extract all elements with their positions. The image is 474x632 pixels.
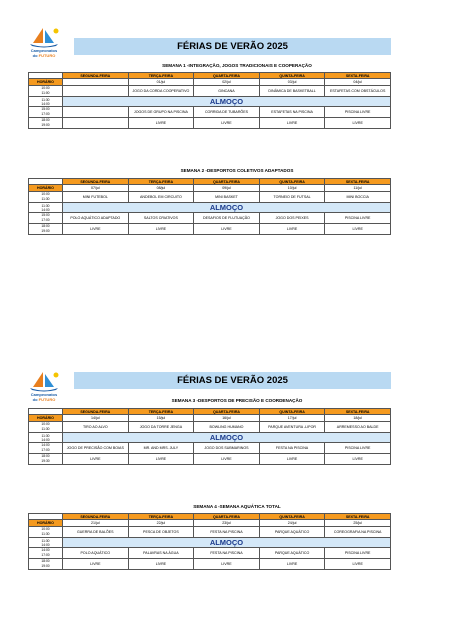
day-header: SEXTA-FEIRA bbox=[325, 409, 391, 415]
page-title: FÉRIAS DE VERÃO 2025 bbox=[74, 38, 391, 55]
activity-cell: LIVRE bbox=[194, 454, 260, 465]
activity-cell: DINÂMICA DE BASKETBALL bbox=[259, 86, 325, 97]
time-end: 14:00 bbox=[41, 101, 50, 106]
time-end: 14:00 bbox=[41, 207, 50, 212]
activity-cell: POLO AQUÁTICO ADAPTADO bbox=[63, 213, 129, 224]
time-start: 18:00 bbox=[41, 559, 50, 563]
day-header: SEXTA-FEIRA bbox=[325, 179, 391, 185]
date-cell: 18/jul bbox=[325, 415, 391, 422]
date-cell: 04/jul bbox=[325, 79, 391, 86]
day-header: QUINTA-FEIRA bbox=[259, 409, 325, 415]
activity-cell: LIVRE bbox=[128, 454, 194, 465]
activity-cell: MINI FUTEBOL bbox=[63, 192, 129, 203]
activity-cell bbox=[63, 118, 129, 129]
activity-cell: LIVRE bbox=[259, 118, 325, 129]
activity-cell bbox=[63, 86, 129, 97]
time-slot bbox=[29, 203, 63, 213]
horario-header: HORÁRIO bbox=[29, 415, 63, 422]
time-slot bbox=[29, 213, 63, 224]
page-title: FÉRIAS DE VERÃO 2025 bbox=[74, 372, 391, 389]
schedule-table bbox=[28, 513, 391, 570]
activity-cell: JOGO DE PRECISÃO COM BOIAS bbox=[63, 443, 129, 454]
schedule-table bbox=[28, 72, 391, 129]
activity-cell: LIVRE bbox=[325, 559, 391, 570]
activity-cell: DESAFIOS DE FLUTUAÇÃO bbox=[194, 213, 260, 224]
time-end: 19:30 bbox=[41, 459, 50, 463]
activity-cell: BOWLING HUMANO bbox=[194, 422, 260, 433]
schedule-table bbox=[28, 408, 391, 465]
activity-cell: JOGO DA CORDA COOPERATIVO bbox=[128, 86, 194, 97]
lunch-cell: ALMOÇO bbox=[63, 97, 391, 107]
time-slot bbox=[29, 527, 63, 538]
date-cell: 03/jul bbox=[259, 79, 325, 86]
time-end: 17:00 bbox=[41, 218, 50, 222]
time-start: 11:30 bbox=[41, 433, 50, 438]
logo-text: Campeonatos bbox=[30, 392, 58, 397]
day-header: TERÇA-FEIRA bbox=[128, 514, 194, 520]
time-slot bbox=[29, 443, 63, 454]
time-slot bbox=[29, 86, 63, 97]
time-end: 19:00 bbox=[41, 229, 50, 233]
activity-cell: PISCINA LIVRE bbox=[325, 213, 391, 224]
logo: Campeonatos do FUTURO bbox=[20, 26, 68, 60]
activity-cell: LIVRE bbox=[259, 559, 325, 570]
activity-cell: MINI BASKET bbox=[194, 192, 260, 203]
activity-cell: GINCANA bbox=[194, 86, 260, 97]
time-end: 11:30 bbox=[41, 197, 50, 201]
activity-cell: PISCINA LIVRE bbox=[325, 548, 391, 559]
day-header: SEGUNDA-FEIRA bbox=[63, 514, 129, 520]
activity-cell: GUERRA DE BALÕES bbox=[63, 527, 129, 538]
date-cell: 15/jul bbox=[128, 415, 194, 422]
day-header: SEXTA-FEIRA bbox=[325, 73, 391, 79]
date-cell: 09/jul bbox=[194, 185, 260, 192]
date-cell: 08/jul bbox=[128, 185, 194, 192]
activity-cell: PISCINA LIVRE bbox=[325, 107, 391, 118]
date-cell: 11/jul bbox=[325, 185, 391, 192]
time-end: 11:30 bbox=[41, 532, 50, 536]
day-header: QUINTA-FEIRA bbox=[259, 73, 325, 79]
time-start: 10:00 bbox=[41, 422, 50, 426]
time-start: 10:00 bbox=[41, 86, 50, 90]
horario-header: HORÁRIO bbox=[29, 520, 63, 527]
day-header: SEXTA-FEIRA bbox=[325, 514, 391, 520]
time-start: 11:30 bbox=[41, 97, 50, 102]
activity-cell: PESCA DE OBJETOS bbox=[128, 527, 194, 538]
logo-text-accent: FUTURO bbox=[38, 53, 56, 58]
activity-cell: COREOGRAFIA NA PISCINA bbox=[325, 527, 391, 538]
time-start: 14:00 bbox=[41, 548, 50, 552]
week-title: SEMANA 4 -SEMANA AQUÁTICA TOTAL bbox=[193, 504, 281, 509]
time-start: 10:00 bbox=[41, 192, 50, 196]
day-header: QUARTA-FEIRA bbox=[194, 514, 260, 520]
activity-cell: POLO AQUÁTICO bbox=[63, 548, 129, 559]
activity-cell: FESTA NA PISCINA bbox=[259, 443, 325, 454]
time-slot bbox=[29, 118, 63, 129]
activity-cell: LIVRE bbox=[194, 559, 260, 570]
activity-cell: MINI BOCCIA bbox=[325, 192, 391, 203]
horario-header: HORÁRIO bbox=[29, 79, 63, 86]
time-start: 11:30 bbox=[41, 203, 50, 208]
activity-cell: PARQUE AQUÁTICO bbox=[259, 548, 325, 559]
time-end: 11:00 bbox=[41, 91, 50, 95]
activity-cell: TORNEIO DE FUTSAL bbox=[259, 192, 325, 203]
activity-cell: ARREMESSO AO BALDE bbox=[325, 422, 391, 433]
activity-cell: ESTAFETAS COM OBSTÁCULOS bbox=[325, 86, 391, 97]
date-cell: 10/jul bbox=[259, 185, 325, 192]
logo-text-accent: FUTURO bbox=[38, 397, 56, 402]
time-end: 17:00 bbox=[41, 112, 50, 116]
lunch-cell: ALMOÇO bbox=[63, 538, 391, 548]
time-start: 18:00 bbox=[41, 118, 50, 122]
date-cell: 07/jul bbox=[63, 185, 129, 192]
activity-cell: LIVRE bbox=[63, 224, 129, 235]
day-header: QUINTA-FEIRA bbox=[259, 514, 325, 520]
activity-cell: LIVRE bbox=[128, 559, 194, 570]
day-header: SEGUNDA-FEIRA bbox=[63, 409, 129, 415]
time-slot bbox=[29, 454, 63, 465]
time-start: 18:00 bbox=[41, 224, 50, 228]
activity-cell: LIVRE bbox=[128, 118, 194, 129]
date-cell: 16/jul bbox=[194, 415, 260, 422]
day-header: QUARTA-FEIRA bbox=[194, 409, 260, 415]
activity-cell: LIVRE bbox=[325, 118, 391, 129]
time-end: 11:30 bbox=[41, 427, 50, 431]
activity-cell: PARQUE AVENTURA -LIPOR bbox=[259, 422, 325, 433]
date-cell: 17/jul bbox=[259, 415, 325, 422]
time-start: 11:30 bbox=[41, 538, 50, 543]
activity-cell: ANDEBOL EM CIRCUITO bbox=[128, 192, 194, 203]
time-start: 15:00 bbox=[41, 107, 50, 111]
day-header: QUINTA-FEIRA bbox=[259, 179, 325, 185]
date-cell bbox=[63, 79, 129, 86]
schedule-table bbox=[28, 178, 391, 235]
time-slot bbox=[29, 422, 63, 433]
activity-cell bbox=[63, 107, 129, 118]
activity-cell: ESTAFETAS NA PISCINA bbox=[259, 107, 325, 118]
activity-cell: JOGO DOS SUBMARINOS bbox=[194, 443, 260, 454]
time-start: 18:00 bbox=[41, 454, 50, 458]
time-slot bbox=[29, 559, 63, 570]
date-cell: 21/jul bbox=[63, 520, 129, 527]
activity-cell: LIVRE bbox=[325, 224, 391, 235]
time-end: 17:00 bbox=[41, 553, 50, 557]
activity-cell: LIVRE bbox=[194, 118, 260, 129]
horario-header: HORÁRIO bbox=[29, 185, 63, 192]
date-cell: 02/jul bbox=[194, 79, 260, 86]
time-slot bbox=[29, 192, 63, 203]
activity-cell: LIVRE bbox=[325, 454, 391, 465]
date-cell: 14/jul bbox=[63, 415, 129, 422]
lunch-cell: ALMOÇO bbox=[63, 433, 391, 443]
time-slot bbox=[29, 224, 63, 235]
activity-cell: PISCINA LIVRE bbox=[325, 443, 391, 454]
activity-cell: LIVRE bbox=[259, 454, 325, 465]
day-header: SEGUNDA-FEIRA bbox=[63, 73, 129, 79]
schedule-page-2 bbox=[0, 316, 474, 632]
activity-cell: JOGOS DE GRUPO NA PISCINA bbox=[128, 107, 194, 118]
time-slot bbox=[29, 433, 63, 443]
time-end: 14:00 bbox=[41, 542, 50, 547]
time-slot bbox=[29, 107, 63, 118]
activity-cell: FESTA NA PISCINA bbox=[194, 527, 260, 538]
activity-cell: SALTOS CRIATIVOS bbox=[128, 213, 194, 224]
time-slot bbox=[29, 548, 63, 559]
activity-cell: LIVRE bbox=[259, 224, 325, 235]
activity-cell: LIVRE bbox=[194, 224, 260, 235]
sailboat-logo-icon bbox=[20, 370, 68, 392]
time-end: 17:00 bbox=[41, 448, 50, 452]
time-start: 10:00 bbox=[41, 527, 50, 531]
time-start: 14:00 bbox=[41, 443, 50, 447]
sailboat-logo-icon bbox=[20, 26, 68, 48]
day-header: QUARTA-FEIRA bbox=[194, 179, 260, 185]
day-header: TERÇA-FEIRA bbox=[128, 409, 194, 415]
week-title: SEMANA 1 -INTEGRAÇÃO, JOGOS TRADICIONAIS E COOPERAÇÃO bbox=[162, 63, 312, 68]
time-start: 15:00 bbox=[41, 213, 50, 217]
time-end: 19:00 bbox=[41, 564, 50, 568]
logo: Campeonatos do FUTURO bbox=[20, 370, 68, 404]
date-cell: 22/jul bbox=[128, 520, 194, 527]
date-cell: 25/jul bbox=[325, 520, 391, 527]
day-header: TERÇA-FEIRA bbox=[128, 179, 194, 185]
activity-cell: LIVRE bbox=[128, 224, 194, 235]
activity-cell: JOGO DA TORRE JENGA bbox=[128, 422, 194, 433]
time-slot bbox=[29, 538, 63, 548]
time-slot bbox=[29, 97, 63, 107]
day-header: QUARTA-FEIRA bbox=[194, 73, 260, 79]
time-end: 14:00 bbox=[41, 437, 50, 442]
activity-cell: MR. AND MRS. JULY bbox=[128, 443, 194, 454]
lunch-cell: ALMOÇO bbox=[63, 203, 391, 213]
activity-cell: PARQUE AQUÁTICO bbox=[259, 527, 325, 538]
day-header: SEGUNDA-FEIRA bbox=[63, 179, 129, 185]
day-header: TERÇA-FEIRA bbox=[128, 73, 194, 79]
activity-cell: TIRO AO ALVO bbox=[63, 422, 129, 433]
activity-cell: JOGO DOS PEIXES bbox=[259, 213, 325, 224]
date-cell: 23/jul bbox=[194, 520, 260, 527]
time-end: 19:00 bbox=[41, 123, 50, 127]
activity-cell: FESTA NA PISCINA bbox=[194, 548, 260, 559]
date-cell: 24/jul bbox=[259, 520, 325, 527]
activity-cell: LIVRE bbox=[63, 559, 129, 570]
date-cell: 01/jul bbox=[128, 79, 194, 86]
logo-text: Campeonatos bbox=[30, 48, 58, 53]
activity-cell: CORRIDA DE TUBARÕES bbox=[194, 107, 260, 118]
activity-cell: PALAVRAS NA ÁGUA bbox=[128, 548, 194, 559]
activity-cell: LIVRE bbox=[63, 454, 129, 465]
week-title: SEMANA 3 -DESPORTOS DE PRECISÃO E COORDENAÇÃO bbox=[171, 398, 303, 403]
week-title: SEMANA 2 -DESPORTOS COLETIVOS ADAPTADOS bbox=[180, 168, 294, 173]
